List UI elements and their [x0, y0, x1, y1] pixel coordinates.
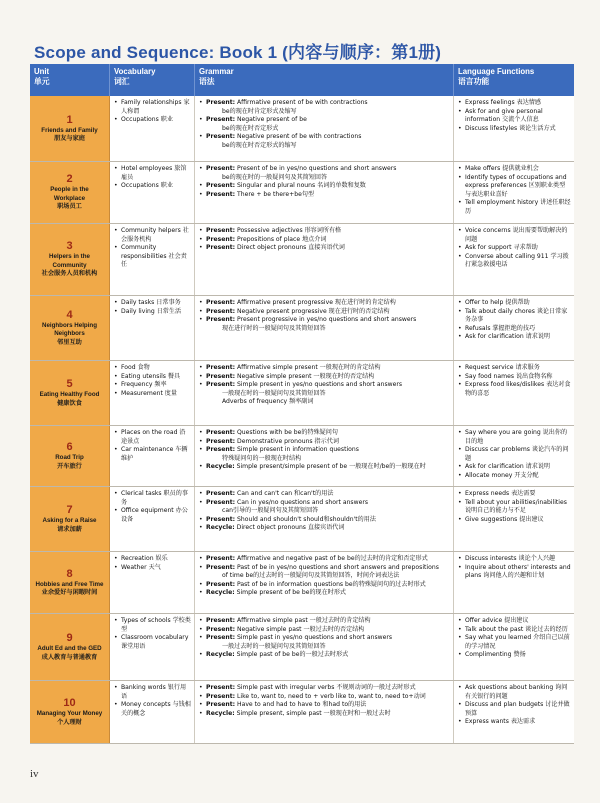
unit-number: 8	[66, 567, 73, 580]
unit-name-cn: 朋友与家庭	[54, 135, 85, 142]
vocabulary-item: • Eating utensils 餐具	[114, 373, 191, 382]
grammar-item: • Present: Affirmative and negative past of be be的过去时的肯定和否定形式	[199, 555, 450, 564]
grammar-item: • Present: Simple present in information questions	[199, 446, 450, 455]
language-function-item: • Discuss and plan budgets 讨论并做预算	[458, 701, 571, 718]
vocabulary-item: • Hotel employees 旅馆雇员	[114, 165, 191, 182]
language-functions-cell	[454, 487, 574, 551]
grammar-item: • Present: Questions with be be的特殊疑问句	[199, 429, 450, 438]
page-number: iv	[30, 768, 39, 780]
scope-sequence-table	[30, 64, 574, 744]
vocabulary-item: • Daily tasks 日常事务	[114, 299, 191, 308]
language-function-item: • Express feelings 表达情感	[458, 99, 571, 108]
unit-name-cn: 业余爱好与闲暇时间	[41, 589, 98, 596]
unit-name-cn: 社会服务人员和机构	[41, 270, 98, 278]
grammar-item: • Present: Affirmative simple past 一般过去时的肯定结构	[199, 617, 450, 626]
grammar-item: • Present: Negative present progressive 现在进行时的否定结构	[199, 308, 450, 317]
grammar-item: • Present: Affirmative present progressive 现在进行时的肯定结构	[199, 299, 450, 308]
header-grammar: Grammar 语法	[195, 64, 454, 96]
grammar-item-continued: be的现在时肯定形式及缩写	[222, 107, 297, 115]
unit-cell	[30, 426, 110, 486]
language-functions-cell	[454, 224, 574, 295]
header-language-functions: Language Functions 语言功能	[458, 67, 535, 86]
grammar-cell	[195, 614, 454, 680]
grammar-cell	[195, 681, 454, 743]
unit-cell	[30, 296, 110, 360]
vocabulary-item: • Frequency 频率	[114, 381, 191, 390]
language-function-item: • Ask for clarification 请求说明	[458, 333, 571, 342]
grammar-cell	[195, 552, 454, 613]
table-row	[30, 614, 574, 681]
vocabulary-cell	[110, 552, 195, 613]
vocabulary-item: • Recreation 娱乐	[114, 555, 191, 564]
language-function-item: • Express needs 表达需要	[458, 490, 571, 499]
grammar-item: • Present: Can in yes/no questions and short answers	[199, 499, 450, 508]
grammar-item: • Present: Negative simple present 一般现在时的否定结构	[199, 373, 450, 382]
grammar-item: • Present: Direct object pronouns 直接宾语代词	[199, 244, 450, 253]
language-function-item: • Identify types of occupations and express preferences 区别职业类型与表达职业喜好	[458, 174, 571, 200]
grammar-item: • Recycle: Simple present of be be的现在时形式	[199, 589, 450, 598]
vocabulary-item: • Clerical tasks 职员的事务	[114, 490, 191, 507]
unit-cell	[30, 681, 110, 743]
unit-name: Friends and Family	[41, 126, 98, 134]
vocabulary-cell	[110, 614, 195, 680]
grammar-item: • Present: Negative simple past 一般过去时的否定结构	[199, 626, 450, 635]
grammar-item: • Present: Past of be in yes/no questions and short answers and prepositions	[199, 564, 450, 573]
language-function-item: • Voice concerns 说出需要帮助解决的问题	[458, 227, 571, 244]
grammar-item-continued: Adverbs of frequency 频率副词	[222, 398, 314, 406]
language-functions-cell	[454, 552, 574, 613]
language-function-item: • Say food names 说出食物名称	[458, 373, 571, 382]
grammar-cell	[195, 361, 454, 425]
vocabulary-item: • Daily living 日常生活	[114, 308, 191, 317]
unit-number: 2	[66, 173, 73, 186]
unit-name-cn: 请求加薪	[57, 525, 82, 533]
grammar-item-continued: can引导的一般疑问句及其简短回答	[222, 507, 319, 515]
unit-cell	[30, 96, 110, 161]
unit-name-cn: 职场员工	[57, 203, 82, 211]
unit-cell	[30, 162, 110, 223]
vocabulary-cell	[110, 487, 195, 551]
grammar-item: • Recycle: Simple past of be be的一般过去时形式	[199, 651, 450, 660]
vocabulary-item: • Banking words 银行用语	[114, 684, 191, 701]
grammar-item: • Present: Possessive adjectives 形容词所有格	[199, 227, 450, 236]
grammar-item: • Recycle: Simple present/simple present of be 一般现在时/be的一般现在时	[199, 463, 450, 472]
language-function-item: • Discuss interests 谈论个人兴趣	[458, 555, 571, 564]
vocabulary-item: • Classroom vocabulary 课堂用语	[114, 634, 191, 651]
unit-cell	[30, 224, 110, 295]
unit-number: 1	[66, 113, 73, 126]
vocabulary-item: • Money concepts 与钱相关的概念	[114, 701, 191, 718]
unit-number: 7	[66, 504, 73, 517]
unit-number: 3	[66, 240, 73, 253]
vocabulary-cell	[110, 426, 195, 486]
grammar-item: • Present: Affirmative present of be with contractions	[199, 99, 450, 108]
unit-name: Neighbors Helping Neighbors	[41, 321, 97, 338]
vocabulary-cell	[110, 96, 195, 161]
unit-name: Eating Healthy Food	[39, 391, 100, 399]
language-functions-cell	[454, 614, 574, 680]
grammar-item-continued: 现在进行时的一般疑问句及其简短回答	[222, 324, 326, 332]
vocabulary-item: • Family relationships 家人称谓	[114, 99, 191, 116]
vocabulary-item: • Types of schools 学校类型	[114, 617, 191, 634]
language-functions-cell	[454, 296, 574, 360]
language-functions-cell	[454, 96, 574, 161]
language-function-item: • Ask questions about banking 询问有关银行的问题	[458, 684, 571, 701]
vocabulary-item: • Community responsibilities 社会责任	[114, 244, 191, 270]
unit-name: People in the Workplace	[50, 186, 89, 202]
table-row	[30, 224, 574, 296]
language-function-item: • Converse about calling 911 学习拨打紧急救援电话	[458, 253, 571, 270]
unit-number: 9	[66, 632, 73, 645]
grammar-item-continued: be的现在时否定形式	[222, 124, 279, 132]
grammar-cell	[195, 96, 454, 161]
unit-number: 6	[66, 441, 73, 454]
vocabulary-item: • Car maintenance 车辆维护	[114, 446, 191, 463]
language-function-item: • Say where you are going 说出你的目的地	[458, 429, 571, 446]
grammar-item: • Recycle: Direct object pronouns 直接宾语代词	[199, 524, 450, 533]
language-functions-cell	[454, 361, 574, 425]
table-row	[30, 162, 574, 224]
vocabulary-cell	[110, 224, 195, 295]
grammar-item: • Present: Prepositions of place 地点介词	[199, 236, 450, 245]
vocabulary-item: • Food 食物	[114, 364, 191, 373]
vocabulary-item: • Office equipment 办公设备	[114, 507, 191, 524]
language-function-item: • Ask for support 寻求帮助	[458, 244, 571, 253]
grammar-item-continued: 一般现在时的一般疑问句及其简短回答	[222, 389, 326, 397]
grammar-item: • Present: Affirmative simple present 一般现在时的肯定结构	[199, 364, 450, 373]
unit-name: Helpers in the Community	[49, 253, 90, 269]
grammar-item-continued: be的现在时的一般疑问句及其简短回答	[222, 173, 328, 181]
table-header	[30, 64, 574, 96]
language-function-item: • Tell about your abilities/inabilities 说明自己的能力与不足	[458, 499, 571, 516]
vocabulary-item: • Places on the road 沿途景点	[114, 429, 191, 446]
language-function-item: • Inquire about others' interests and plans 询问他人的兴趣和计划	[458, 564, 571, 581]
grammar-item: • Present: Demonstrative pronouns 指示代词	[199, 438, 450, 447]
language-functions-cell	[454, 426, 574, 486]
unit-cell	[30, 487, 110, 551]
grammar-item-continued: be的现在时否定形式的缩写	[222, 141, 297, 149]
table-row	[30, 296, 574, 361]
grammar-cell	[195, 224, 454, 295]
header-vocabulary: Vocabulary 词汇	[110, 64, 195, 96]
grammar-item-continued: of time be的过去时的一般疑问句及其简短回答，时间介词表达法	[222, 572, 400, 580]
table-row	[30, 681, 574, 744]
grammar-item: • Present: Have to and had to have to 和had to的用法	[199, 701, 450, 710]
vocabulary-cell	[110, 361, 195, 425]
language-function-item: • Discuss lifestyles 谈论生活方式	[458, 125, 571, 134]
unit-name: Road Trip	[55, 454, 84, 462]
grammar-item: • Present: Like to, want to, need to + verb like to, want to, need to+动词	[199, 693, 450, 702]
language-function-item: • Talk about daily chores 谈论日常家务杂事	[458, 308, 571, 325]
grammar-item: • Present: Simple present in yes/no questions and short answers	[199, 381, 450, 390]
language-function-item: • Tell employment history 讲述任职经历	[458, 199, 571, 216]
unit-cell	[30, 361, 110, 425]
language-functions-cell	[454, 681, 574, 743]
unit-name-cn: 健康饮食	[57, 399, 82, 407]
language-function-item: • Offer to help 提供帮助	[458, 299, 571, 308]
language-function-item: • Request service 请求服务	[458, 364, 571, 373]
language-function-item: • Allocate money 开支分配	[458, 472, 571, 481]
language-functions-cell	[454, 162, 574, 223]
vocabulary-cell	[110, 162, 195, 223]
unit-name: Hobbies and Free Time	[35, 580, 104, 588]
unit-cell	[30, 552, 110, 613]
language-function-item: • Say what you learned 介绍自己以前的学习情况	[458, 634, 571, 651]
vocabulary-cell	[110, 296, 195, 360]
grammar-item: • Recycle: Simple present, simple past 一般现在时和一般过去时	[199, 710, 450, 719]
grammar-item: • Present: Past of be in information questions be的特殊疑问句的过去时形式	[199, 581, 450, 590]
grammar-item-continued: 特殊疑问句的一般现在时结构	[222, 454, 302, 462]
grammar-item: • Present: Present progressive in yes/no questions and short answers	[199, 316, 450, 325]
language-function-item: • Ask for and give personal information 交流个人信息	[458, 108, 571, 125]
table-row	[30, 487, 574, 552]
language-function-item: • Ask for clarification 请求说明	[458, 463, 571, 472]
page-title: Scope and Sequence: Book 1 (内容与顺序：第1册)	[34, 43, 442, 62]
vocabulary-item: • Weather 天气	[114, 564, 191, 573]
grammar-item: • Present: Negative present of be	[199, 116, 450, 125]
unit-cell	[30, 614, 110, 680]
unit-number: 10	[63, 697, 76, 710]
language-function-item: • Discuss car problems 谈论汽车的问题	[458, 446, 571, 463]
unit-number: 4	[66, 308, 73, 321]
grammar-cell	[195, 296, 454, 360]
grammar-item: • Present: Simple past in yes/no questions and short answers	[199, 634, 450, 643]
language-function-item: • Make offers 提供就业机会	[458, 165, 571, 174]
vocabulary-item: • Measurement 度量	[114, 390, 191, 399]
grammar-cell	[195, 426, 454, 486]
table-row	[30, 426, 574, 487]
language-function-item: • Refusals 掌握拒绝的技巧	[458, 325, 571, 334]
vocabulary-cell	[110, 681, 195, 743]
grammar-item: • Present: Can and can't can 和can't的用法	[199, 490, 450, 499]
language-function-item: • Talk about the past 谈论过去的经历	[458, 626, 571, 635]
unit-name: Managing Your Money	[36, 710, 103, 718]
language-function-item: • Offer advice 提出建议	[458, 617, 571, 626]
language-function-item: • Give suggestions 提出建议	[458, 516, 571, 525]
unit-name-cn: 邻里互助	[57, 338, 82, 346]
grammar-item: • Present: Singular and plural nouns 名词的单数和复数	[199, 182, 450, 191]
language-function-item: • Express food likes/dislikes 表达对食物的喜恶	[458, 381, 571, 398]
grammar-item-continued: 一般过去时的一般疑问句及其简短回答	[222, 642, 326, 650]
header-unit: Unit 单元	[30, 64, 110, 96]
vocabulary-item: • Occupations 职业	[114, 182, 191, 191]
grammar-cell	[195, 162, 454, 223]
unit-name: Asking for a Raise	[42, 517, 97, 525]
language-function-item: • Express wants 表达需求	[458, 718, 571, 727]
table-row	[30, 361, 574, 426]
grammar-item: • Present: Negative present of be with contractions	[199, 133, 450, 142]
grammar-item: • Present: Should and shouldn't should和shouldn't的用法	[199, 516, 450, 525]
vocabulary-item: • Community helpers 社会服务机构	[114, 227, 191, 244]
table-row	[30, 96, 574, 162]
grammar-cell	[195, 487, 454, 551]
unit-name-cn: 开车旅行	[57, 462, 82, 470]
table-row	[30, 552, 574, 614]
unit-name-cn: 成人教育与普通教育	[41, 653, 98, 661]
unit-name-cn: 个人理财	[57, 718, 82, 726]
language-function-item: • Complimenting 赞扬	[458, 651, 571, 660]
grammar-item: • Present: Present of be in yes/no questions and short answers	[199, 165, 450, 174]
unit-name: Adult Ed and the GED	[37, 645, 102, 653]
unit-number: 5	[66, 378, 73, 391]
vocabulary-item: • Occupations 职业	[114, 116, 191, 125]
grammar-item: • Present: Simple past with irregular verbs 不规则动词的一般过去时形式	[199, 684, 450, 693]
grammar-item: • Present: There + be there+be句型	[199, 191, 450, 200]
